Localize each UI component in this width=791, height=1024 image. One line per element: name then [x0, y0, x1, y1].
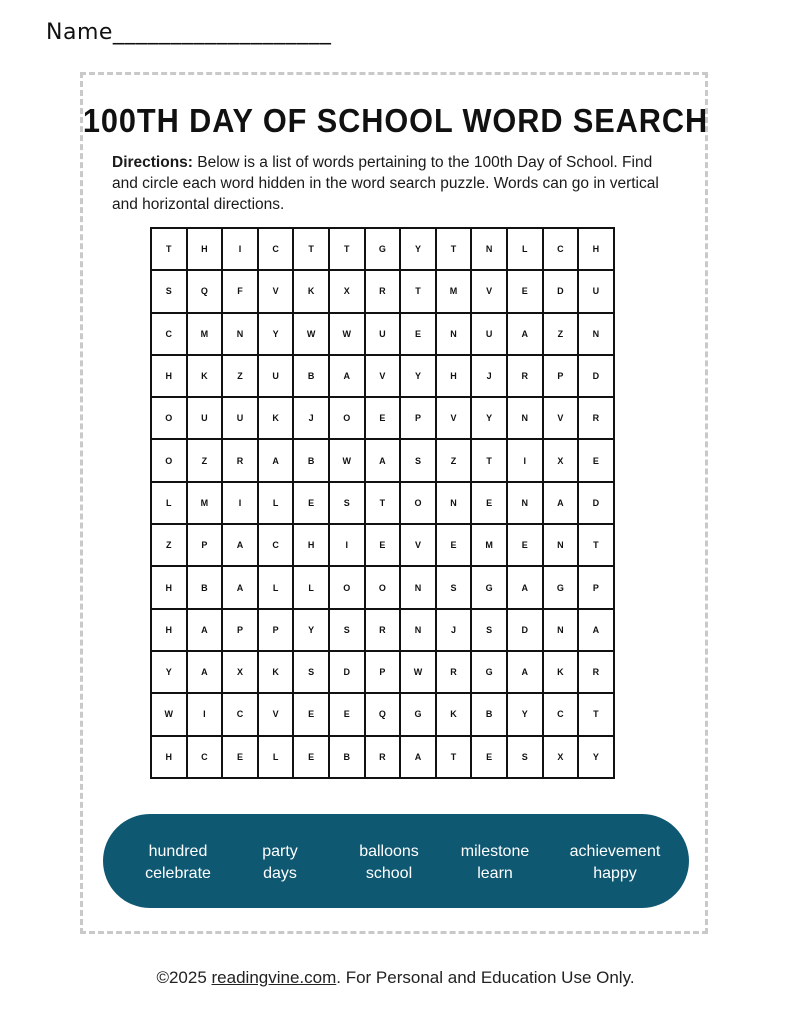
grid-cell[interactable]: L	[258, 736, 294, 778]
grid-cell[interactable]: Z	[187, 439, 223, 481]
grid-cell[interactable]: H	[187, 228, 223, 270]
grid-cell[interactable]: Z	[151, 524, 187, 566]
grid-cell[interactable]: R	[365, 270, 401, 312]
grid-cell[interactable]: E	[293, 482, 329, 524]
directions	[112, 152, 672, 215]
grid-cell[interactable]: G	[365, 228, 401, 270]
grid-cell[interactable]: R	[507, 355, 543, 397]
word-bank-word: hundred	[148, 843, 208, 860]
grid-cell[interactable]: W	[151, 693, 187, 735]
word-bank-word: balloons	[359, 843, 419, 860]
word-bank-word: school	[365, 865, 413, 882]
grid-row	[151, 313, 614, 355]
grid-cell[interactable]: G	[471, 566, 507, 608]
grid-cell[interactable]: E	[365, 524, 401, 566]
grid-cell[interactable]: M	[187, 482, 223, 524]
word-bank-word: learn	[477, 865, 513, 882]
grid-cell[interactable]: S	[400, 439, 436, 481]
grid-cell[interactable]: S	[329, 482, 365, 524]
grid-cell[interactable]: E	[578, 439, 614, 481]
grid-cell[interactable]: X	[222, 651, 258, 693]
footer	[0, 968, 791, 988]
word-bank-column	[145, 841, 211, 885]
grid-cell[interactable]: I	[222, 482, 258, 524]
word-search-grid	[150, 227, 615, 779]
grid-cell[interactable]: T	[151, 228, 187, 270]
grid-row	[151, 693, 614, 735]
grid-cell[interactable]: D	[578, 482, 614, 524]
grid-cell[interactable]: J	[471, 355, 507, 397]
grid-cell[interactable]: Y	[293, 609, 329, 651]
grid-cell[interactable]: A	[578, 609, 614, 651]
grid-row	[151, 228, 614, 270]
word-bank-column	[262, 841, 298, 885]
directions-text: Below is a list of words pertaining to the 100th Day of School. Find and circle each word hidden in the word search puzzle. Words can go in vertical and horizontal directions.	[112, 154, 659, 213]
grid-cell[interactable]: Z	[543, 313, 579, 355]
word-bank	[103, 814, 689, 908]
grid-cell[interactable]: C	[187, 736, 223, 778]
grid-cell[interactable]: V	[258, 270, 294, 312]
grid-cell[interactable]: R	[578, 651, 614, 693]
grid-cell[interactable]: R	[436, 651, 472, 693]
grid-cell[interactable]: N	[578, 313, 614, 355]
grid-cell[interactable]: A	[187, 651, 223, 693]
grid-cell[interactable]: O	[329, 397, 365, 439]
grid-cell[interactable]: N	[507, 397, 543, 439]
grid-row	[151, 355, 614, 397]
page-title: 100TH DAY OF SCHOOL WORD SEARCH	[82, 102, 709, 139]
grid-cell[interactable]: I	[507, 439, 543, 481]
grid-cell[interactable]: E	[329, 693, 365, 735]
grid-cell[interactable]: E	[436, 524, 472, 566]
grid-cell[interactable]: O	[151, 439, 187, 481]
grid-cell[interactable]: Y	[400, 355, 436, 397]
grid-row	[151, 397, 614, 439]
grid-cell[interactable]: F	[222, 270, 258, 312]
grid-cell[interactable]: S	[507, 736, 543, 778]
grid-row	[151, 651, 614, 693]
grid-cell[interactable]: Y	[578, 736, 614, 778]
grid-cell[interactable]: A	[400, 736, 436, 778]
grid-cell[interactable]: A	[258, 439, 294, 481]
grid-cell[interactable]: T	[329, 228, 365, 270]
word-bank-word: celebrate	[145, 865, 211, 882]
grid-cell[interactable]: G	[400, 693, 436, 735]
grid-cell[interactable]: Q	[365, 693, 401, 735]
grid-cell[interactable]: I	[187, 693, 223, 735]
grid-cell[interactable]: Y	[400, 228, 436, 270]
grid-cell[interactable]: K	[543, 651, 579, 693]
grid-cell[interactable]: U	[258, 355, 294, 397]
grid-cell[interactable]: N	[436, 482, 472, 524]
word-bank-column	[461, 841, 529, 885]
grid-cell[interactable]: Y	[258, 313, 294, 355]
grid-cell[interactable]: U	[365, 313, 401, 355]
grid-row	[151, 566, 614, 608]
directions-label: Directions:	[112, 154, 193, 171]
grid-cell[interactable]: R	[578, 397, 614, 439]
grid-cell[interactable]: E	[471, 736, 507, 778]
grid-cell[interactable]: C	[543, 693, 579, 735]
grid-cell[interactable]: T	[578, 693, 614, 735]
grid-cell[interactable]: D	[543, 270, 579, 312]
grid-cell[interactable]: H	[151, 566, 187, 608]
grid-row	[151, 609, 614, 651]
grid-cell[interactable]: E	[507, 270, 543, 312]
grid-cell[interactable]: E	[293, 736, 329, 778]
grid-cell[interactable]: C	[151, 313, 187, 355]
grid-cell[interactable]: K	[187, 355, 223, 397]
grid-cell[interactable]: S	[293, 651, 329, 693]
grid-cell[interactable]: L	[258, 482, 294, 524]
grid-cell[interactable]: K	[258, 397, 294, 439]
grid-cell[interactable]: N	[471, 228, 507, 270]
grid-cell[interactable]: T	[436, 228, 472, 270]
grid-cell[interactable]: T	[400, 270, 436, 312]
grid-cell[interactable]: S	[329, 609, 365, 651]
grid-cell[interactable]: B	[293, 439, 329, 481]
grid-cell[interactable]: G	[471, 651, 507, 693]
grid-cell[interactable]: O	[365, 566, 401, 608]
footer-suffix: . For Personal and Education Use Only.	[336, 968, 635, 987]
grid-cell[interactable]: A	[222, 524, 258, 566]
grid-cell[interactable]: O	[151, 397, 187, 439]
grid-cell[interactable]: U	[471, 313, 507, 355]
grid-row	[151, 736, 614, 778]
grid-cell[interactable]: S	[471, 609, 507, 651]
grid-row	[151, 439, 614, 481]
grid-cell[interactable]: E	[507, 524, 543, 566]
grid-cell[interactable]: L	[507, 228, 543, 270]
grid-cell[interactable]: T	[365, 482, 401, 524]
grid-row	[151, 524, 614, 566]
grid-cell[interactable]: B	[187, 566, 223, 608]
grid-cell[interactable]: A	[507, 566, 543, 608]
grid-cell[interactable]: K	[436, 693, 472, 735]
grid-cell[interactable]: J	[436, 609, 472, 651]
grid-cell[interactable]: E	[365, 397, 401, 439]
grid-cell[interactable]: Y	[471, 397, 507, 439]
grid-cell[interactable]: H	[151, 609, 187, 651]
grid-cell[interactable]: S	[151, 270, 187, 312]
grid-cell[interactable]: C	[258, 524, 294, 566]
grid-cell[interactable]: L	[258, 566, 294, 608]
grid-cell[interactable]: A	[507, 313, 543, 355]
grid-cell[interactable]: R	[365, 609, 401, 651]
grid-cell[interactable]: H	[436, 355, 472, 397]
grid-cell[interactable]: D	[507, 609, 543, 651]
grid-cell[interactable]: E	[400, 313, 436, 355]
grid-cell[interactable]: O	[329, 566, 365, 608]
grid-cell[interactable]: E	[471, 482, 507, 524]
grid-row	[151, 482, 614, 524]
word-bank-column	[570, 841, 661, 885]
grid-cell[interactable]: W	[329, 439, 365, 481]
grid-cell[interactable]: N	[400, 566, 436, 608]
grid-cell[interactable]: V	[258, 693, 294, 735]
grid-cell[interactable]: X	[543, 439, 579, 481]
grid-cell[interactable]: N	[400, 609, 436, 651]
grid-cell[interactable]: X	[543, 736, 579, 778]
grid-cell[interactable]: P	[543, 355, 579, 397]
grid-cell[interactable]: H	[293, 524, 329, 566]
word-bank-word: happy	[593, 865, 637, 882]
grid-cell[interactable]: T	[578, 524, 614, 566]
grid-cell[interactable]: N	[543, 524, 579, 566]
grid-cell[interactable]: A	[365, 439, 401, 481]
grid-cell[interactable]: Z	[436, 439, 472, 481]
grid-cell[interactable]: W	[293, 313, 329, 355]
grid-cell[interactable]: H	[578, 228, 614, 270]
grid-cell[interactable]: T	[471, 439, 507, 481]
grid-cell[interactable]: V	[471, 270, 507, 312]
grid-cell[interactable]: V	[400, 524, 436, 566]
grid-cell[interactable]: B	[471, 693, 507, 735]
grid-cell[interactable]: Z	[222, 355, 258, 397]
grid-cell[interactable]: V	[436, 397, 472, 439]
grid-cell[interactable]: K	[258, 651, 294, 693]
grid-cell[interactable]: V	[365, 355, 401, 397]
grid-cell[interactable]: A	[187, 609, 223, 651]
grid-cell[interactable]: K	[293, 270, 329, 312]
grid-cell[interactable]: U	[578, 270, 614, 312]
grid-cell[interactable]: Y	[151, 651, 187, 693]
grid-cell[interactable]: W	[400, 651, 436, 693]
grid-cell[interactable]: A	[507, 651, 543, 693]
grid-cell[interactable]: C	[222, 693, 258, 735]
grid-cell[interactable]: B	[293, 355, 329, 397]
grid-cell[interactable]: E	[293, 693, 329, 735]
grid-cell[interactable]: P	[187, 524, 223, 566]
grid-cell[interactable]: B	[329, 736, 365, 778]
grid-cell[interactable]: W	[329, 313, 365, 355]
grid-cell[interactable]: U	[187, 397, 223, 439]
footer-prefix: ©2025	[156, 968, 212, 987]
word-bank-word: party	[262, 843, 298, 860]
grid-cell[interactable]: P	[400, 397, 436, 439]
grid-cell[interactable]: N	[222, 313, 258, 355]
grid-cell[interactable]: R	[222, 439, 258, 481]
grid-cell[interactable]: C	[543, 228, 579, 270]
grid-cell[interactable]: C	[258, 228, 294, 270]
word-bank-word: achievement	[569, 843, 661, 860]
grid-cell[interactable]: J	[293, 397, 329, 439]
grid-cell[interactable]: A	[543, 482, 579, 524]
grid-cell[interactable]: Q	[187, 270, 223, 312]
grid-cell[interactable]: P	[365, 651, 401, 693]
grid-cell[interactable]: A	[222, 566, 258, 608]
grid-cell[interactable]: O	[400, 482, 436, 524]
grid-cell[interactable]: E	[222, 736, 258, 778]
grid-cell[interactable]: P	[222, 609, 258, 651]
grid-cell[interactable]: M	[471, 524, 507, 566]
grid-cell[interactable]: N	[543, 609, 579, 651]
grid-cell[interactable]: V	[543, 397, 579, 439]
grid-cell[interactable]: U	[222, 397, 258, 439]
grid-cell[interactable]: I	[329, 524, 365, 566]
grid-cell[interactable]: M	[436, 270, 472, 312]
grid-cell[interactable]: Y	[507, 693, 543, 735]
grid-cell[interactable]: S	[436, 566, 472, 608]
grid-cell[interactable]: I	[222, 228, 258, 270]
grid-cell[interactable]: L	[151, 482, 187, 524]
footer-link[interactable]: readingvine.com	[211, 968, 337, 987]
grid-cell[interactable]: G	[543, 566, 579, 608]
grid-cell[interactable]: R	[365, 736, 401, 778]
grid-cell[interactable]: D	[329, 651, 365, 693]
grid-cell[interactable]: T	[436, 736, 472, 778]
grid-cell[interactable]: X	[329, 270, 365, 312]
grid-row	[151, 270, 614, 312]
grid-cell[interactable]: A	[329, 355, 365, 397]
grid-cell[interactable]: H	[151, 355, 187, 397]
grid-cell[interactable]: N	[507, 482, 543, 524]
grid-cell[interactable]: T	[293, 228, 329, 270]
grid-cell[interactable]: H	[151, 736, 187, 778]
grid-cell[interactable]: M	[187, 313, 223, 355]
word-bank-word: milestone	[460, 843, 530, 860]
name-field-label: Name___________________	[46, 20, 332, 45]
word-bank-word: days	[263, 865, 297, 882]
word-bank-column	[359, 841, 419, 885]
grid-cell[interactable]: P	[258, 609, 294, 651]
grid-cell[interactable]: L	[293, 566, 329, 608]
grid-cell[interactable]: D	[578, 355, 614, 397]
grid-cell[interactable]: N	[436, 313, 472, 355]
grid-cell[interactable]: P	[578, 566, 614, 608]
